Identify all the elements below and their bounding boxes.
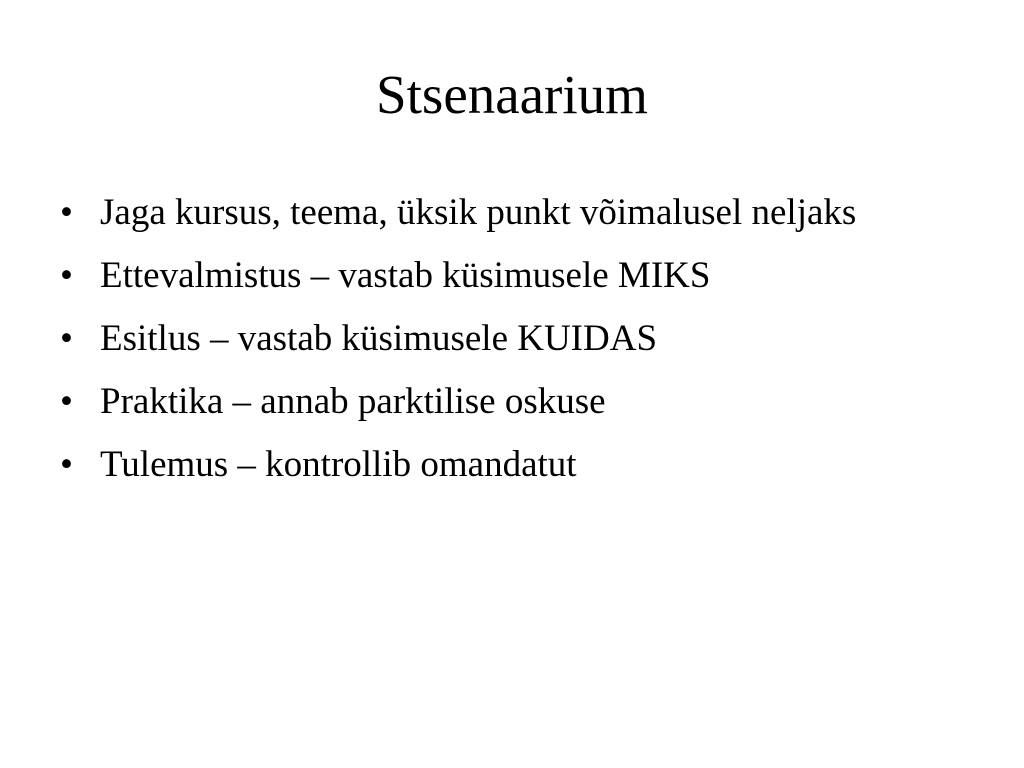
list-item-text: Ettevalmistus – vastab küsimusele MIKS: [100, 255, 711, 296]
list-item: [56, 312, 956, 365]
bullet-icon: •: [60, 192, 73, 233]
list-item-text: Tulemus – kontrollib omandatut: [100, 444, 577, 485]
list-item: [56, 249, 956, 302]
list-item: [56, 186, 956, 239]
list-item: [56, 438, 956, 491]
slide-title: Stsenaarium: [376, 64, 648, 125]
list-item-text: Esitlus – vastab küsimusele KUIDAS: [100, 318, 658, 359]
list-item-text: Praktika – annab parktilise oskuse: [100, 381, 606, 422]
bullet-icon: •: [60, 444, 73, 485]
list-item: [56, 375, 956, 428]
bullet-list: [56, 186, 956, 501]
list-item-text: Jaga kursus, teema, üksik punkt võimalusel neljaks: [100, 192, 857, 233]
bullet-icon: •: [60, 381, 73, 422]
bullet-icon: •: [60, 318, 73, 359]
bullet-icon: •: [60, 255, 73, 296]
